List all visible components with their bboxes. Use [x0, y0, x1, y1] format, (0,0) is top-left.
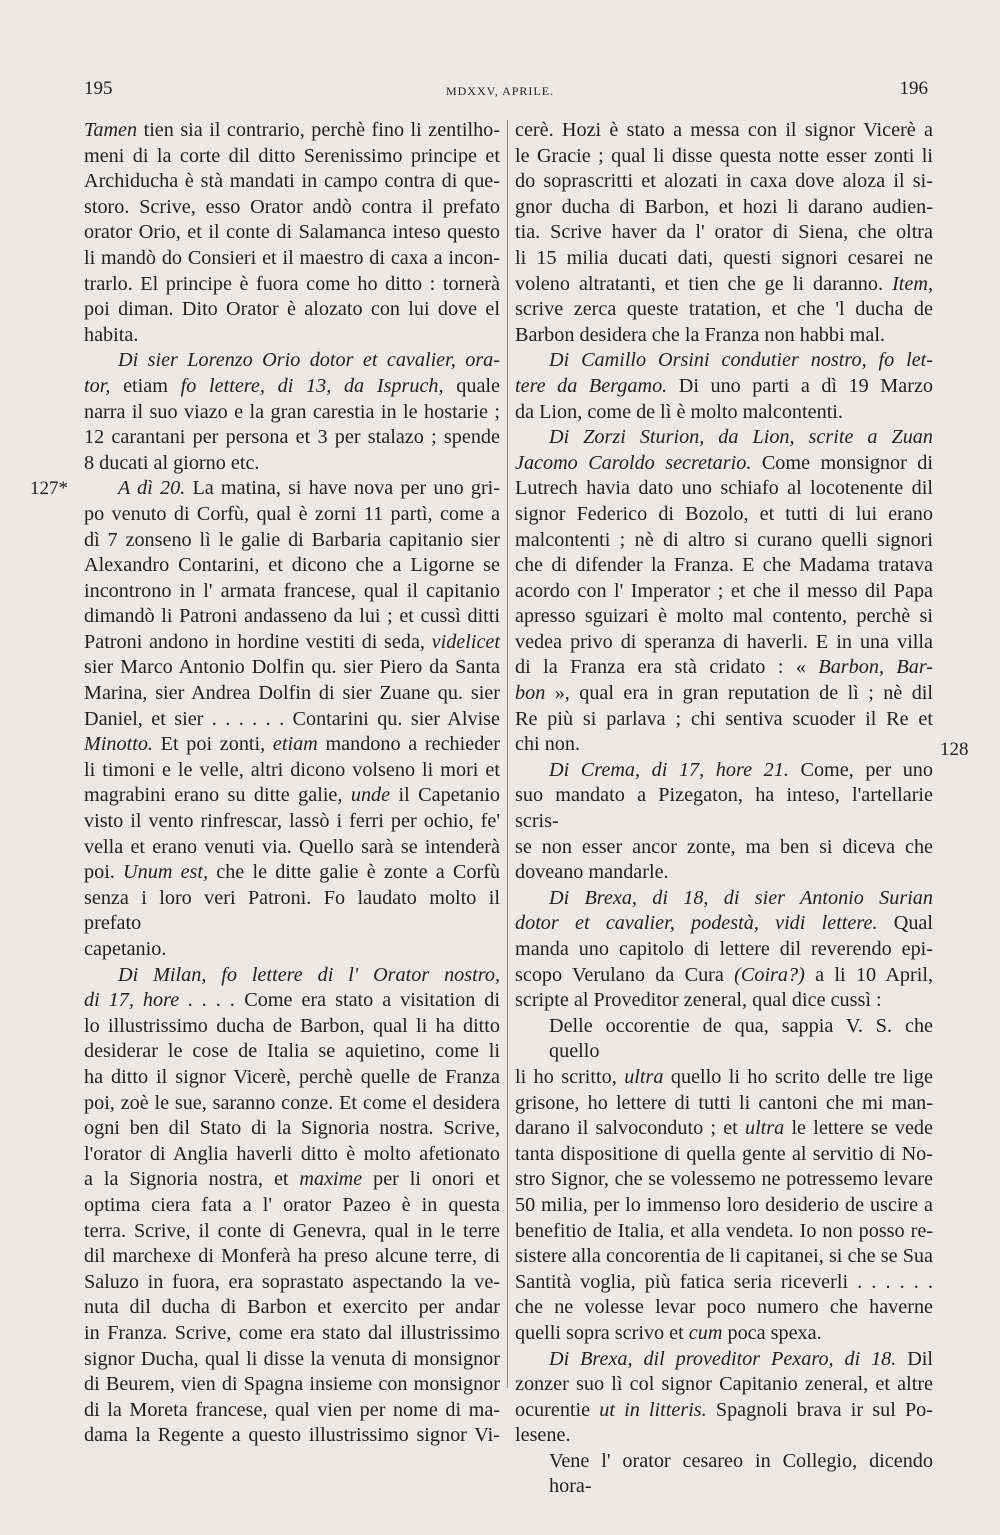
text-line [84, 732, 500, 758]
text-line [515, 937, 933, 963]
text-span: che ne volesse levar poco numero che haverne [515, 1296, 933, 1319]
text-line [84, 886, 500, 937]
text-line [84, 783, 500, 809]
text-span: benefitio de Italia, et alla vendeta. Io non posso re- [515, 1219, 933, 1242]
italic-span: bon [515, 682, 546, 705]
text-line [84, 1321, 500, 1347]
running-title: MDXXV, APRILE. [445, 84, 555, 98]
text-span: Di uno parti a dì 19 Marzo [667, 374, 933, 397]
text-span: l'orator di Anglia haverli ditto è molto afetionato [84, 1142, 500, 1165]
text-line [515, 348, 933, 374]
text-span: habita. [84, 323, 139, 346]
text-line [515, 118, 933, 144]
italic-span: fo lettere, di 13, da Ispruch, [180, 374, 444, 397]
text-line [84, 1270, 500, 1296]
text-span: di la Franza era stà cridato : « [515, 656, 819, 679]
text-line [515, 1372, 933, 1398]
text-line [515, 1193, 933, 1219]
text-span: dil marchexe di Monferà ha preso alcune terre, di [84, 1245, 500, 1268]
italic-span: Di Camillo Orsini condutier nostro, fo let- [549, 349, 933, 372]
text-line [515, 835, 933, 861]
text-line [84, 681, 500, 707]
text-span: vella et erano venuti via. Quello sarà se intenderà [84, 835, 500, 858]
text-span: quello li ho scrito delle tre lige [663, 1065, 933, 1088]
italic-span: Di Brexa, dil proveditor Pexaro, di 18. [549, 1347, 897, 1370]
text-span: 50 milia, per lo immenso loro desiderio de uscire a [515, 1193, 933, 1216]
text-line [515, 272, 933, 298]
text-line [515, 553, 933, 579]
margin-number-left: 127* [30, 478, 68, 499]
italic-span: Tamen [84, 119, 138, 141]
text-line [84, 220, 500, 246]
text-line [84, 1295, 500, 1321]
text-span: lo illustrissimo ducha de Barbon, qual li ha ditto [84, 1014, 500, 1037]
text-line [84, 425, 500, 451]
text-span: voleno altratanti, et tien che ge li daranno. [515, 272, 893, 295]
text-line [84, 1423, 500, 1449]
text-line [84, 1167, 500, 1193]
text-span: che le ditte galie è zonte a Corfù [208, 861, 501, 884]
text-span: stro Signor, che se volessemo ne potressemo levare [515, 1168, 933, 1191]
text-line [515, 758, 933, 784]
text-span: le Gracie ; qual li disse questa notte esser zonti li [515, 144, 933, 167]
text-line [84, 630, 500, 656]
text-span: li ho scritto, [515, 1065, 625, 1088]
text-span: scopo Verulano da Cura [515, 963, 735, 986]
text-span: sier Marco Antonio Dolfin qu. sier Piero da Santa [84, 656, 500, 679]
text-span: signor Ducha, qual li disse la venuta di monsignor [84, 1347, 500, 1370]
italic-span: maxime [299, 1168, 363, 1191]
italic-span: Di Milan, fo lettere di l' Orator nostro, [118, 963, 500, 986]
italic-span: Di Zorzi Sturion, da Lion, scrite a Zuan [549, 426, 933, 449]
text-span: se non esser ancor zonte, ma ben si diceva che [515, 835, 933, 858]
text-span: poca spexa. [722, 1321, 822, 1344]
text-span: li 15 milia ducati dati, questi signori cesarei ne [515, 246, 933, 269]
italic-span: etiam [272, 733, 318, 756]
text-line [84, 323, 500, 349]
italic-span: Unum est, [123, 861, 209, 884]
text-span: dama la Regente a questo illustrissimo signor Vi- [84, 1424, 500, 1447]
text-line [515, 1167, 933, 1193]
text-span: scripte al Proveditor zeneral, qual dice cussì : [515, 989, 882, 1012]
text-span: terra. Scrive, il conte di Genevra, qual in le terre [84, 1219, 500, 1242]
left-column-text [84, 118, 500, 1449]
italic-span: ultra [744, 1117, 785, 1140]
text-line [84, 860, 500, 886]
italic-span: (Coira?) [734, 963, 805, 986]
text-span: optima ciera fata a l' orator Pazeo è in questa [84, 1193, 500, 1216]
text-span: che di difender la Franza. E che Madama tratava [515, 554, 933, 577]
text-span: etiam [110, 374, 181, 397]
text-line [515, 451, 933, 477]
italic-span: A dì 20. [118, 477, 186, 500]
text-span: ocurentie [515, 1398, 600, 1421]
text-span: meni di la corte dil ditto Serenissimo principe et [84, 144, 500, 167]
text-span: Qual [877, 912, 933, 935]
text-span: La matina, si have nova per uno gri- [185, 477, 500, 500]
text-line [84, 1039, 500, 1065]
text-line [515, 911, 933, 937]
text-span: Come monsignor di [751, 451, 933, 474]
text-span: Et poi zonti, [152, 733, 273, 756]
italic-span: ultra [624, 1065, 664, 1088]
text-span: vedea privo di speranza di haverli. E in una villa [515, 630, 933, 653]
italic-span: Di Crema, di 17, hore 21. [549, 758, 789, 781]
text-span: Archiducha è stà mandati in campo contra di que- [84, 170, 500, 193]
text-span: orator Orio, et il conte di Salamanca inteso questo [84, 221, 500, 244]
text-line [515, 681, 933, 707]
text-span: poi diman. Dito Orator è alozato con lui dove el [84, 298, 500, 321]
text-line [515, 604, 933, 630]
text-line [515, 1423, 933, 1449]
text-span: po venuto di Corfù, qual è zorni 11 partì, come a [84, 502, 500, 525]
text-span: dì 7 zonseno lì le galie di Barbaria capitanio sier [84, 528, 500, 551]
text-span: da Lion, come de lì è molto malcontenti. [515, 400, 843, 423]
text-line [515, 528, 933, 554]
text-line [515, 1449, 933, 1500]
text-line [84, 1193, 500, 1219]
text-line [515, 1295, 933, 1321]
text-line [84, 835, 500, 861]
text-line [84, 707, 500, 733]
text-line [515, 1116, 933, 1142]
text-span: doveano mandarle. [515, 861, 669, 884]
text-span: 8 ducati al giorno etc. [84, 451, 260, 474]
text-span: Lutrech havia dato uno schiafo al locotenente dil [515, 477, 933, 500]
text-span: di la Moreta francese, qual vien per nome di ma- [84, 1398, 500, 1421]
text-span: do soprascritti et alozati in caxa dove aloza il si- [515, 170, 933, 193]
text-span: a li 10 April, [804, 963, 933, 986]
text-span: desiderar le cose de Italia se aquietino, come li [84, 1040, 500, 1063]
italic-span: Di Brexa, di 18, di sier Antonio Surian [549, 886, 933, 909]
text-span: signor Federico di Bozolo, et tutti di lui erano [515, 502, 933, 525]
text-line [84, 528, 500, 554]
text-span: Marina, sier Andrea Dolfin di sier Zuane qu. sier [84, 682, 500, 705]
text-line [84, 195, 500, 221]
text-line [84, 988, 500, 1014]
text-span: Daniel, et sier . . . . . . Contarini qu. sier Alvise [84, 707, 500, 730]
text-line [84, 937, 500, 963]
text-span: quale [443, 374, 500, 397]
text-line [515, 1270, 933, 1296]
text-line [84, 502, 500, 528]
text-span: Re più si parlava ; chi sentiva scuoder il Re et [515, 707, 933, 730]
text-span: trarlo. El principe è fuora come ho ditto : tornerà [84, 272, 500, 295]
text-line [515, 1321, 933, 1347]
text-span: Spagnoli brava ir sul Po- [706, 1398, 933, 1421]
text-line [84, 297, 500, 323]
text-span: quelli sopra scrivo et [515, 1321, 689, 1344]
text-span: incontrono in l' armata francese, qual il capitanio [84, 579, 500, 602]
page-number-right: 196 [899, 78, 928, 99]
text-line [84, 1398, 500, 1424]
text-line [515, 783, 933, 834]
text-span: », qual era in gran reputation de lì ; nè dil [545, 682, 933, 705]
italic-span: Jacomo Caroldo secretario. [515, 451, 752, 474]
text-span: in Franza. Scrive, come era stato dal illustrissimo [84, 1321, 500, 1344]
italic-span: cum [688, 1321, 723, 1344]
text-line [515, 860, 933, 886]
text-line [84, 272, 500, 298]
text-span: Barbon desidera che la Franza non habbi mal. [515, 323, 885, 346]
text-span: li mandò do Consieri et il maestro di caxa a incon- [84, 246, 500, 269]
italic-span: Barbon, Bar- [818, 656, 934, 679]
text-line [84, 1014, 500, 1040]
text-span: lesene. [515, 1424, 571, 1447]
text-span: Patroni andono in hordine vestiti di seda, [84, 630, 432, 653]
italic-span: videlicet [431, 630, 500, 653]
italic-span: tere da Bergamo. [515, 374, 668, 397]
text-line [84, 1065, 500, 1091]
text-line [515, 1398, 933, 1424]
text-line [84, 118, 500, 144]
text-line [84, 809, 500, 835]
italic-span: unde [350, 784, 391, 807]
text-span: Delle occorentie de qua, sappia V. S. che quello [549, 1014, 933, 1063]
text-span: zonzer suo lì col signor Capitanio zeneral, et altre [515, 1373, 933, 1396]
italic-span: di 17, hore . . . . [84, 989, 236, 1012]
text-span: suo mandato a Pizegaton, ha inteso, l'artellarie scris- [515, 784, 933, 833]
text-span: di Beurem, vien di Spagna insieme con monsignor [84, 1373, 500, 1396]
page-number-left: 195 [84, 78, 113, 99]
text-span: apresso sguizari è molto mal contento, perchè si [515, 605, 933, 628]
text-line [84, 758, 500, 784]
text-line [84, 604, 500, 630]
text-line [84, 553, 500, 579]
text-line [515, 1219, 933, 1245]
text-span: a la Signoria nostra, et [84, 1168, 300, 1191]
text-line [515, 144, 933, 170]
italic-span: Item, [892, 272, 933, 295]
text-line [515, 246, 933, 272]
text-span: dimandò li Patroni andasseno da lui ; et cussì ditti [84, 605, 500, 628]
text-line [84, 963, 500, 989]
text-line [515, 476, 933, 502]
text-line [515, 630, 933, 656]
text-span: chi non. [515, 733, 581, 756]
text-span: Santità voglia, più fatica seria riceverli . . . . . . [515, 1270, 933, 1293]
text-line [84, 169, 500, 195]
text-line [515, 425, 933, 451]
text-span: Come era stato a visitation di [235, 989, 500, 1012]
text-line [515, 1142, 933, 1168]
text-line [515, 1065, 933, 1091]
text-line [515, 579, 933, 605]
right-column-text [515, 118, 933, 1500]
text-line [515, 297, 933, 323]
text-span: Vene l' orator cesareo in Collegio, dicendo hora- [549, 1449, 933, 1498]
text-line [515, 323, 933, 349]
text-span: narra il suo viazo e la gran carestia in le hostarie ; [84, 400, 500, 423]
text-span: 12 carantani per persona et 3 per stalazo ; spende [84, 426, 500, 449]
text-span: nuta dil ducha di Barbon et exercito per andar [84, 1296, 500, 1319]
text-line [515, 502, 933, 528]
text-span: per li onori et [362, 1168, 500, 1191]
text-span: sistere alla concorentia de li capitanei, si che se Sua [515, 1245, 933, 1268]
text-span: mandono a rechieder [317, 733, 500, 756]
text-line [515, 963, 933, 989]
text-line [84, 1219, 500, 1245]
text-line [84, 246, 500, 272]
text-span: scrive zerca queste tratation, et che 'l ducha de [515, 298, 933, 321]
italic-span: Minotto. [84, 733, 153, 756]
text-span: Come, per uno [788, 758, 933, 781]
text-span: Alexandro Contarini, et dicono che a Ligorne se [84, 554, 500, 577]
text-line [515, 400, 933, 426]
text-line [515, 220, 933, 246]
text-span: le lettere se vede [784, 1117, 933, 1140]
text-line [84, 374, 500, 400]
text-span: grisone, ho lettere di tutti li cantoni che mi man- [515, 1091, 933, 1114]
text-line [84, 1347, 500, 1373]
text-line [84, 348, 500, 374]
text-line [515, 732, 933, 758]
text-line [515, 374, 933, 400]
text-span: Dil [896, 1347, 933, 1370]
text-line [84, 1091, 500, 1117]
text-span: darano il salvoconduto ; et [515, 1117, 745, 1140]
text-span: acordo con l' Imperator ; et che il messo dil Papa [515, 579, 933, 602]
text-span: storo. Scrive, esso Orator andò contra il prefato [84, 195, 500, 218]
text-line [84, 1372, 500, 1398]
text-span: tia. Scrive haver da l' orator di Siena, che oltra [515, 221, 933, 244]
text-line [84, 400, 500, 426]
text-line [515, 1244, 933, 1270]
text-span: magrabini erano su ditte galie, [84, 784, 351, 807]
text-span: il Capetanio [390, 784, 500, 807]
text-span: senza i loro veri Patroni. Fo laudato molto il prefato [84, 886, 500, 935]
text-line [84, 579, 500, 605]
text-line [84, 144, 500, 170]
text-line [84, 1116, 500, 1142]
text-span: capetanio. [84, 938, 167, 960]
text-span: li timoni e le velle, altri dicono volseno li mori et [84, 758, 500, 781]
text-span: manda uno capitolo di lettere dil reverendo epi- [515, 938, 933, 960]
text-span: ogni ben dil Stato di la Signoria nostra. Scrive, [84, 1117, 500, 1140]
text-span: Saluzo in fuora, era soprastato aspectando la ve- [84, 1270, 500, 1293]
italic-span: Di sier Lorenzo Orio dotor et cavalier, ora- [118, 349, 500, 372]
text-line [515, 707, 933, 733]
text-line [515, 1014, 933, 1065]
text-span: malcontenti ; nè di altro si curano quelli signori [515, 528, 933, 551]
text-line [515, 1091, 933, 1117]
text-span: visto il vento rinfrescar, lassò i ferri per ochio, fe' [84, 810, 500, 833]
text-line [84, 1244, 500, 1270]
text-line [515, 988, 933, 1014]
text-line [84, 1142, 500, 1168]
text-line [515, 195, 933, 221]
text-span: poi, zoè le sue, saranno conze. Et come el desidera [84, 1091, 500, 1114]
text-line [84, 451, 500, 477]
text-span: ha ditto il signor Vicerè, perchè quelle de Franza [84, 1065, 500, 1088]
text-span: tien sia il contrario, perchè fino li zentilho- [137, 119, 500, 141]
text-line [515, 886, 933, 912]
italic-span: ut in litteris. [599, 1398, 707, 1421]
text-line [84, 476, 500, 502]
italic-span: dotor et cavalier, podestà, vidi lettere. [515, 912, 878, 935]
margin-number-right: 128 [940, 739, 969, 760]
text-span: poi. [84, 861, 124, 884]
column-divider [507, 120, 508, 1388]
text-line [515, 169, 933, 195]
text-span: tanta dispositione di quella gente al servitio di No- [515, 1142, 933, 1165]
text-line [84, 655, 500, 681]
text-line [515, 655, 933, 681]
italic-span: tor, [84, 374, 111, 397]
text-span: cerè. Hozi è stato a messa con il signor Vicerè a [515, 119, 933, 141]
text-span: gnor ducha di Barbon, et hozi li darano audien- [515, 195, 933, 218]
text-line [515, 1347, 933, 1373]
